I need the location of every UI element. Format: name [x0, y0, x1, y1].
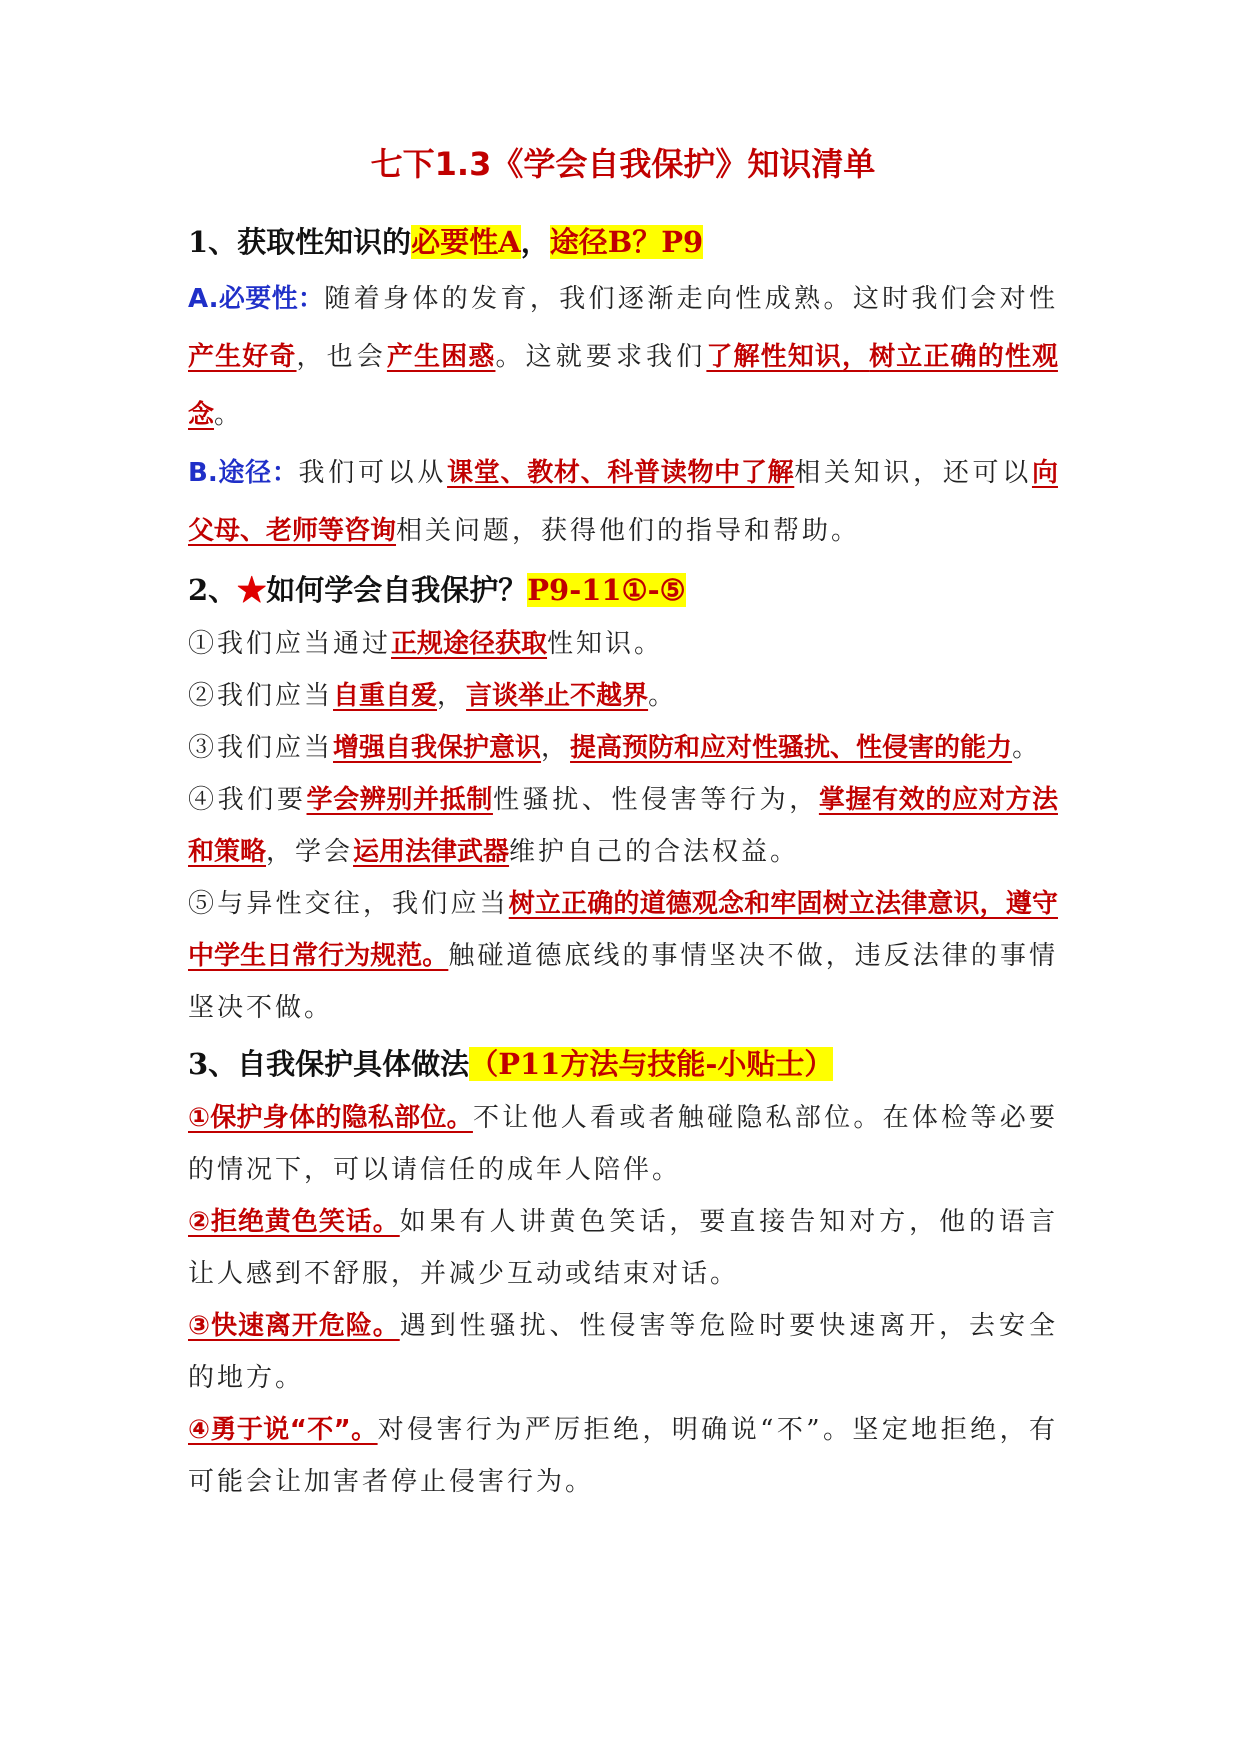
section-3-prefix: 3、自我保护具体做法 — [188, 1047, 470, 1081]
text-run: ①我们应当通过 — [188, 629, 392, 659]
key-point: 掌握有效的应对方法和策略 — [188, 785, 1058, 867]
text-run: 。 — [1012, 733, 1042, 763]
section-2-highlight-pages: P9-11①-⑤ — [527, 573, 686, 607]
text-run: ②我们应当 — [188, 681, 334, 711]
key-point: ， — [842, 342, 870, 372]
section-3-heading — [188, 1038, 1058, 1090]
page-title: 七下1.3《学会自我保护》知识清单 — [370, 145, 876, 183]
text-run: 遇到性骚扰、性侵害等危险时要快速离开，去安全的地方。 — [188, 1311, 1058, 1393]
key-point: 提高预防和应对性骚扰、性侵害的能力 — [570, 733, 1013, 763]
section-2-text: 如何学会自我保护？ — [266, 573, 528, 607]
text-run: 性知识。 — [547, 629, 664, 659]
text-run: 相关知识，还可以 — [794, 458, 1032, 488]
text-run: 我们可以从 — [298, 458, 448, 488]
section-2-item-2 — [188, 670, 1058, 722]
key-point: 自重自爱 — [333, 681, 438, 711]
text-run: ， — [437, 681, 467, 711]
section-2-prefix: 2、 — [188, 573, 238, 607]
key-point: ③快速离开危险。 — [188, 1311, 400, 1341]
text-run: 不让他人看或者触碰隐私部位。在体检等必要的情况下，可以请信任的成年人陪伴。 — [188, 1103, 1058, 1185]
key-point: 学会辨别并抵制 — [306, 785, 493, 815]
section-2-item-5 — [188, 878, 1058, 1034]
text-run: 。 — [214, 400, 244, 430]
section-3-item-4 — [188, 1404, 1058, 1508]
text-run: ④我们要 — [188, 785, 307, 815]
text-run: 如果有人讲黄色笑话，要直接告知对方，他的语言让人感到不舒服，并减少互动或结束对话。 — [188, 1207, 1058, 1289]
section-1-prefix: 1、获取性知识的 — [188, 225, 412, 259]
section-2-item-1 — [188, 618, 1058, 670]
text-run: 。 — [648, 681, 678, 711]
section-1-path-paragraph — [188, 444, 1058, 560]
section-2-item-4 — [188, 774, 1058, 878]
text-run: 维护自己的合法权益。 — [509, 837, 800, 867]
key-point: ②拒绝黄色笑话。 — [188, 1207, 400, 1237]
section-1-separator: ， — [520, 225, 550, 259]
text-run: 触碰道德底线的事情坚决不做，违反法律的事情坚决不做。 — [188, 941, 1058, 1023]
section-1-necessity-paragraph — [188, 270, 1058, 444]
star-icon: ★ — [237, 573, 267, 607]
text-run: 对侵害行为严厉拒绝，明确说“不”。坚定地拒绝，有可能会让加害者停止侵害行为。 — [188, 1415, 1058, 1497]
key-point: ④勇于说“不”。 — [188, 1415, 378, 1445]
key-point: 树立正确的性观念 — [188, 342, 1058, 430]
section-3-item-2 — [188, 1196, 1058, 1300]
key-point: 向父母、老师等咨询 — [188, 458, 1058, 546]
key-point: 运用法律武器 — [353, 837, 510, 867]
key-point: 产生好奇 — [188, 342, 297, 372]
text-run: 性骚扰、性侵害等行为， — [492, 785, 819, 815]
section-2-item-3 — [188, 722, 1058, 774]
key-point: 课堂、教材、科普读物中了解 — [447, 458, 795, 488]
text-run: ③我们应当 — [188, 733, 334, 763]
key-point: ①保护身体的隐私部位。 — [188, 1103, 473, 1133]
section-2-heading — [188, 564, 1058, 616]
text-run: ， — [541, 733, 571, 763]
section-3-item-3 — [188, 1300, 1058, 1404]
text-run: 。这就要求我们 — [495, 342, 707, 372]
key-point: 了解性知识 — [706, 342, 843, 372]
necessity-label: A.必要性： — [188, 284, 325, 314]
section-3-highlight-tips: （P11方法与技能-小贴士） — [469, 1047, 834, 1081]
document-content — [188, 138, 1058, 1508]
key-point: 正规途径获取 — [391, 629, 548, 659]
text-run: 随着身体的发育，我们逐渐走向性成熟。这时我们会对性 — [324, 284, 1058, 314]
section-1-heading — [188, 216, 1058, 268]
text-run: ，学会 — [266, 837, 354, 867]
section-1-highlight-necessity: 必要性A — [411, 225, 521, 259]
key-point: 树立正确的道德观念和牢固树立法律意识，遵守中学生日常行为规范。 — [188, 889, 1058, 971]
section-1-highlight-path: 途径B？P9 — [549, 225, 704, 259]
key-point: 增强自我保护意识 — [333, 733, 542, 763]
text-run: ，也会 — [296, 342, 387, 372]
section-3-item-1 — [188, 1092, 1058, 1196]
key-point: 产生困惑 — [386, 342, 496, 372]
key-point: 言谈举止不越界 — [466, 681, 649, 711]
text-run: ⑤与异性交往，我们应当 — [188, 889, 509, 919]
text-run: 相关问题，获得他们的指导和帮助。 — [396, 516, 861, 546]
path-label: B.途径： — [188, 458, 299, 488]
